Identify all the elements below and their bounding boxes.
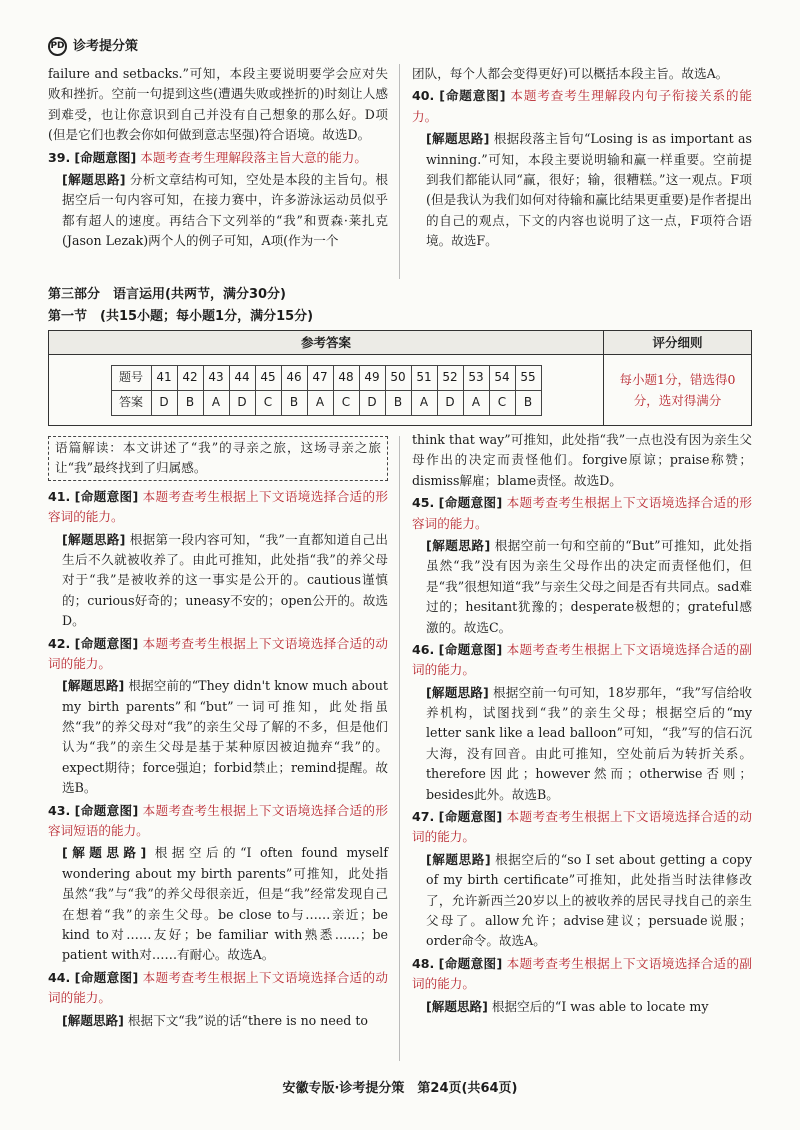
- q40-idea: [412, 129, 752, 251]
- idea-tag: [解题思路]: [426, 537, 491, 553]
- table-cell: C: [255, 390, 281, 415]
- idea-tag: [解题思路]: [426, 998, 488, 1014]
- top-left-column: [48, 64, 388, 254]
- intent-text: 本题考查考生根据上下文语境选择合适的形容词短语的能力。: [48, 802, 388, 839]
- table-cell: A: [411, 390, 437, 415]
- section-one-title: 第一节 (共15小题；每小题1分，满分15分): [48, 309, 314, 325]
- table-cell: 44: [229, 365, 255, 390]
- question-number: 39.: [48, 149, 71, 165]
- table-cell: A: [307, 390, 333, 415]
- table-cell: 54: [489, 365, 515, 390]
- intent-tag: [命题意图]: [74, 802, 139, 818]
- q48-intent: [412, 954, 752, 995]
- idea-tag: [解题思路]: [62, 845, 147, 861]
- intent-tag: [命题意图]: [74, 149, 137, 165]
- q44-continuation: think that way”可推知，此处指“我”一点也没有因为亲生父母作出的决定而责怪他们。forgive原谅；praise称赞；dismiss解雇；blame责怪。故选D。: [412, 432, 752, 488]
- intent-text: 本题考查考生根据上下文语境选择合适的动词的能力。: [48, 969, 388, 1006]
- intent-text: 本题考查考生根据上下文语境选择合适的形容词的能力。: [412, 495, 752, 531]
- table-cell: 49: [359, 365, 385, 390]
- part-title: 第三部分 语言运用(共两节，满分30分): [48, 287, 286, 302]
- top-right-column: [412, 64, 752, 254]
- table-cell: B: [385, 390, 411, 415]
- q43-intent: [48, 801, 388, 842]
- idea-text: 根据空后的“I often found myself wondering about my birth parents”可推知，此处指虽然“我”与“我”的养父母很亲近，但是“我”经常发现自己在想着“我”的亲生父母。be close to与……亲近；be kind to对……友好；be familiar with熟悉……；be patient with对……有耐心。故选A。: [62, 845, 388, 963]
- lower-left-column: [48, 436, 388, 1033]
- brand-logo-icon: PD: [48, 37, 67, 56]
- idea-tag: [解题思路]: [62, 1012, 124, 1028]
- q45-idea: [412, 536, 752, 638]
- q38-continuation: failure and setbacks.”可知，本段主要说明要学会应对失败和挫折。空前一句提到这些(遭遇失败或挫折的)时刻让人感到难受，也让你意识到自己并没有自己想象的那么好。D项(但是它们也教会你如何做到意志坚强)符合语境。故选D。: [48, 66, 388, 143]
- table-cell: 55: [515, 365, 541, 390]
- intent-tag: [命题意图]: [74, 635, 139, 651]
- question-number: 44.: [48, 969, 71, 985]
- q42-idea: [48, 676, 388, 798]
- intent-text: 本题考查考生根据上下文语境选择合适的副词的能力。: [412, 641, 752, 678]
- idea-tag: [解题思路]: [426, 131, 490, 147]
- intent-tag: [命题意图]: [438, 495, 503, 511]
- q42-intent: [48, 634, 388, 675]
- q41-intent: [48, 487, 388, 528]
- idea-text: 根据空前一句和空前的“But”可推知，此处指虽然“我”没有因为亲生父母作出的决定而责怪他们，但是“我”很想知道“我”与亲生父母之间是否有共同点。sad难过的；hesitant犹豫的；desperate极想的；grateful感激的。故选C。: [426, 537, 752, 635]
- q44-intent: [48, 968, 388, 1009]
- question-number: 43.: [48, 802, 71, 818]
- intent-tag: [命题意图]: [439, 88, 506, 104]
- intent-tag: [命题意图]: [74, 488, 139, 504]
- column-divider: [399, 64, 400, 279]
- table-cell: B: [281, 390, 307, 415]
- question-number: 47.: [412, 809, 435, 825]
- table-cell: 47: [307, 365, 333, 390]
- idea-text: 根据段落主旨句“Losing is as important as winning.”可知，本段主要说明输和赢一样重要。空前提到我们都能认同“赢，很好；输，很糟糕。”这一观点。F项(但是我认为我们如何对待输和赢比结果更重要)是作者提出的自己的观点，下文的内容也说明了这一点，F项符合语境。故选F。: [426, 131, 753, 249]
- table-cell: 50: [385, 365, 411, 390]
- table-cell: D: [229, 390, 255, 415]
- table-cell: 45: [255, 365, 281, 390]
- table-row: [111, 365, 541, 390]
- question-number: 41.: [48, 488, 71, 504]
- idea-tag: [解题思路]: [62, 531, 126, 547]
- answer-table: [111, 365, 542, 416]
- table-cell: 52: [437, 365, 463, 390]
- answer-header-right: 评分细则: [652, 335, 703, 350]
- row-label: 题号: [111, 365, 151, 390]
- idea-text: 根据第一段内容可知，“我”一直都知道自己出生后不久就被收养了。由此可推知，此处指“我”的养父母对于“我”是被收养的这一事实是公开的。cautious谨慎的；curious好奇的；uneasy不安的；open公开的。故选D。: [62, 531, 388, 629]
- q43-idea: [48, 843, 388, 965]
- table-cell: 46: [281, 365, 307, 390]
- answer-key-header: [49, 331, 751, 355]
- intent-text: 本题考查考生根据上下文语境选择合适的形容词的能力。: [48, 488, 388, 525]
- table-cell: 42: [177, 365, 203, 390]
- question-number: 42.: [48, 635, 71, 651]
- answer-header-left: 参考答案: [49, 331, 604, 354]
- question-number: 40.: [412, 88, 435, 104]
- intent-tag: [命题意图]: [438, 809, 503, 825]
- idea-tag: [解题思路]: [62, 678, 125, 694]
- q47-idea: [412, 850, 752, 952]
- table-cell: C: [333, 390, 359, 415]
- idea-text: 根据空前一句可知，18岁那年，“我”写信给收养机构，试图找到“我”的亲生父母；根据空后的“my letter sank like a lead balloon”可知，“我”写的信石沉大海，没有回音。由此可推知，空处前后为转折关系。therefore因此；however然而；otherwise否则；besides此外。故选B。: [426, 684, 753, 802]
- q40-intent: [412, 86, 752, 127]
- intent-text: 本题考查考生根据上下文语境选择合适的动词的能力。: [48, 635, 388, 671]
- intent-text: 本题考查考生根据上下文语境选择合适的副词的能力。: [412, 955, 752, 992]
- intent-tag: [命题意图]: [74, 969, 139, 985]
- page-footer: 安徽专版·诊考提分策 第24页(共64页): [282, 1081, 518, 1096]
- table-cell: D: [359, 390, 385, 415]
- idea-tag: [解题思路]: [426, 851, 491, 867]
- row-label: 答案: [111, 390, 151, 415]
- intent-text: 本题考查考生根据上下文语境选择合适的动词的能力。: [412, 809, 752, 845]
- question-number: 45.: [412, 495, 435, 511]
- idea-tag: [解题思路]: [426, 684, 489, 700]
- question-number: 48.: [412, 955, 435, 971]
- q39-continuation: 团队，每个人都会变得更好)可以概括本段主旨。故选A。: [412, 66, 729, 81]
- intent-tag: [命题意图]: [438, 641, 503, 657]
- q46-idea: [412, 683, 752, 805]
- scoring-note: 每小题1分，错选得0分，选对得满分: [619, 371, 736, 408]
- idea-text: 根据空后的“I was able to locate my: [491, 998, 709, 1014]
- idea-tag: [解题思路]: [62, 171, 126, 187]
- idea-text: 根据空后的“so I set about getting a copy of my birth certificate”可推知，此处指当时法律修改了，允许新西兰20岁以上的被收养的居民寻找自己的亲生父母了。allow允许；advise建议；persuade说服；order命令。故选A。: [426, 851, 752, 949]
- answer-key-box: [48, 330, 752, 426]
- idea-text: 分析文章结构可知，空处是本段的主旨句。根据空后一句内容可知，在接力赛中，许多游泳运动员似乎都有超人的速度。再结合下文列举的“我”和贾森·莱扎克(Jason Lezak)两个人的例子可知，A项(作为一个: [62, 171, 388, 249]
- q47-intent: [412, 807, 752, 848]
- table-cell: D: [437, 390, 463, 415]
- page-header: [48, 36, 138, 57]
- table-cell: A: [203, 390, 229, 415]
- q48-idea: [412, 997, 752, 1017]
- table-cell: 53: [463, 365, 489, 390]
- passage-interpretation: 语篇解读：本文讲述了“我”的寻亲之旅，这场寻亲之旅让“我”最终找到了归属感。: [48, 436, 388, 481]
- q41-idea: [48, 530, 388, 632]
- column-divider: [399, 436, 400, 1061]
- table-cell: D: [151, 390, 177, 415]
- table-cell: C: [489, 390, 515, 415]
- intent-tag: [命题意图]: [438, 955, 503, 971]
- q45-intent: [412, 493, 752, 534]
- table-cell: 48: [333, 365, 359, 390]
- idea-text: 根据下文“我”说的话“there is no need to: [127, 1012, 368, 1028]
- table-cell: A: [463, 390, 489, 415]
- lower-right-column: [412, 430, 752, 1019]
- table-cell: B: [515, 390, 541, 415]
- q44-idea: [48, 1011, 388, 1031]
- question-number: 46.: [412, 641, 435, 657]
- q46-intent: [412, 640, 752, 681]
- table-cell: 51: [411, 365, 437, 390]
- table-cell: 41: [151, 365, 177, 390]
- table-row: [111, 390, 541, 415]
- header-title: 诊考提分策: [73, 39, 139, 54]
- idea-text: 根据空前的“They didn't know much about my birth parents”和“but”一词可推知，此处指虽然“我”的养父母对“我”的亲生父母了解的不多，但是他们认为“我”的亲生父母是基于某种原因被迫抛弃“我”的。expect期待；force强迫；forbid禁止；remind提醒。故选B。: [62, 678, 388, 796]
- table-cell: B: [177, 390, 203, 415]
- q39-intent: [48, 148, 388, 168]
- intent-text: 本题考查考生理解段内句子衔接关系的能力。: [412, 88, 752, 124]
- q39-idea: [48, 170, 388, 252]
- section-heading: [48, 284, 748, 328]
- intent-text: 本题考查考生理解段落主旨大意的能力。: [140, 149, 367, 165]
- table-cell: 43: [203, 365, 229, 390]
